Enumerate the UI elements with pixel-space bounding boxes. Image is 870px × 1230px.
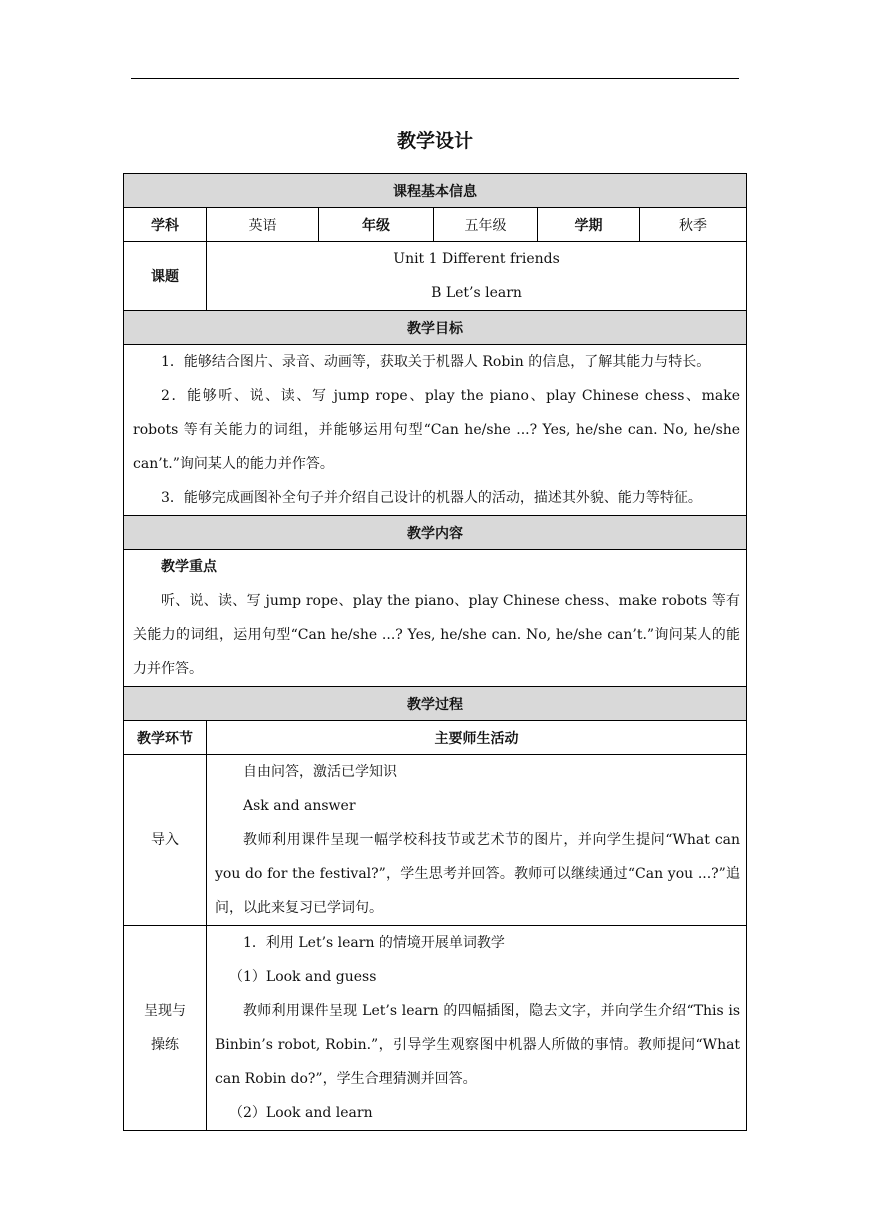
stage-name — [124, 755, 207, 926]
term-value: 秋季 — [640, 208, 747, 242]
activity-line: Ask and answer — [243, 798, 356, 814]
content-body — [124, 550, 747, 687]
document-title: 教学设计 — [396, 130, 473, 152]
objectives-header: 教学目标 — [124, 311, 747, 345]
content-header: 教学内容 — [124, 516, 747, 550]
header-rule — [131, 78, 739, 79]
activity-column-header: 主要师生活动 — [207, 721, 747, 755]
process-header: 教学过程 — [124, 687, 747, 721]
basic-info-header: 课程基本信息 — [124, 174, 747, 208]
objectives-body — [124, 345, 747, 516]
activity-line: （1）Look and guess — [229, 969, 377, 985]
activity-line: 教师利用课件呈现 Let’s learn 的四幅插图，隐去文字，并向学生介绍“This is Binbin’s robot, Robin.”，引导学生观察图中机器人所做的事情。教师提问“What can Robin do?”，学生合理猜测并回答。 — [215, 1003, 741, 1087]
key-point-text: 听、说、读、写 jump rope、play the piano、play Chinese chess、make robots 等有关能力的词组，运用句型“Can he/she ...? Yes, he/she can. No, he/she can’t.”询问某人的能力并作答。 — [133, 593, 741, 677]
stage-name-line: 呈现与 — [144, 1003, 186, 1019]
topic-lesson: B Let’s learn — [431, 285, 522, 301]
activity-line: 自由问答，激活已学知识 — [243, 764, 397, 780]
stage-activities — [207, 926, 747, 1131]
grade-label: 年级 — [319, 208, 434, 242]
topic-unit: Unit 1 Different friends — [393, 251, 560, 267]
topic-label: 课题 — [124, 242, 207, 311]
topic-value — [207, 242, 747, 311]
subject-label: 学科 — [124, 208, 207, 242]
stage-column-header: 教学环节 — [124, 721, 207, 755]
stage-name — [124, 926, 207, 1131]
stage-name-line: 导入 — [151, 832, 179, 848]
objective-item: 1．能够结合图片、录音、动画等，获取关于机器人 Robin 的信息，了解其能力与特长。 — [161, 354, 711, 370]
term-label: 学期 — [538, 208, 640, 242]
key-point-label: 教学重点 — [161, 559, 217, 575]
activity-line: 1．利用 Let’s learn 的情境开展单词教学 — [243, 935, 505, 951]
activity-line: （2）Look and learn — [229, 1105, 373, 1121]
lesson-plan-table — [123, 173, 747, 1131]
activity-line: 教师利用课件呈现一幅学校科技节或艺术节的图片，并向学生提问“What can you do for the festival?”，学生思考并回答。教师可以继续通过“Can you ...?”追问，以此来复习已学词句。 — [215, 832, 741, 916]
grade-value: 五年级 — [434, 208, 538, 242]
objective-item: 3．能够完成画图补全句子并介绍自己设计的机器人的活动，描述其外貌、能力等特征。 — [161, 490, 702, 506]
stage-activities — [207, 755, 747, 926]
stage-name-line: 操练 — [151, 1037, 179, 1053]
objective-item: 2．能够听、说、读、写 jump rope、play the piano、play Chinese chess、make robots 等有关能力的词组，并能够运用句型“Can he/she ...? Yes, he/she can. No, he/she can’t.”询问某人的能力并作答。 — [133, 388, 741, 472]
subject-value: 英语 — [207, 208, 319, 242]
